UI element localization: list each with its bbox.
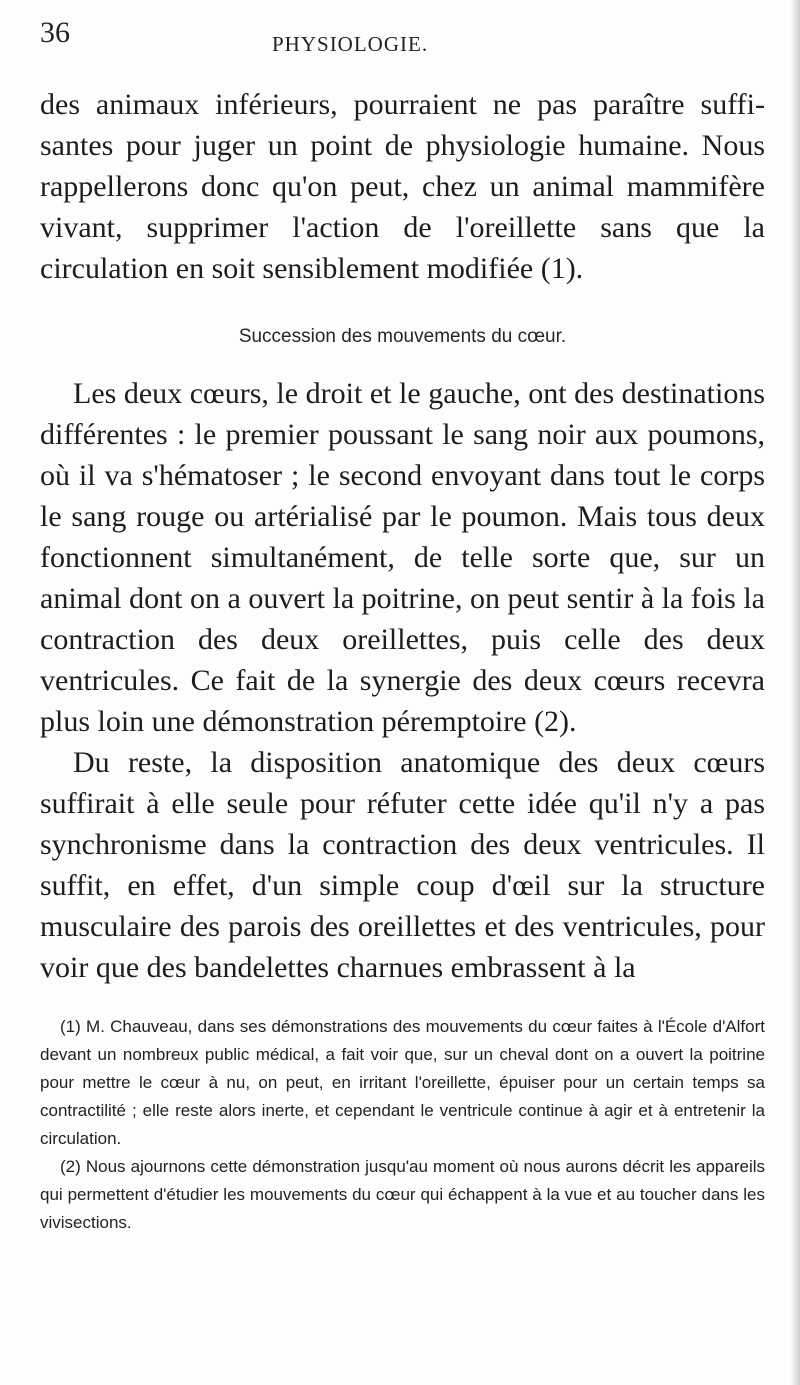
page-edge-shadow: [790, 0, 800, 1385]
footnotes: [40, 1013, 765, 1237]
page-number: 36: [40, 16, 70, 49]
section-heading: Succession des mouvements du cœur.: [238, 326, 567, 347]
main-text: [40, 84, 765, 988]
paragraph-continuation: des animaux inférieurs, pourraient ne pas paraître suffisantes pour juger un point de physiologie humaine. Nous rappellerons donc qu'on peut, chez un animal mammifère vivant, supprimer l'action de l'oreillette sans que la circulation en soit sensiblement modifiée (1).: [40, 88, 765, 285]
paragraph-disposition: Du reste, la disposition anatomique des deux cœurs suffirait à elle seule pour réfuter cette idée qu'il n'y a pas synchronisme dans la contraction des deux ventricules. Il suffit, en effet, d'un simple coup d'œil sur la structure musculaire des parois des oreillettes et des ventricules, pour voir que des bandelettes charnues embrassent à la: [40, 746, 765, 984]
footnote-2: (2) Nous ajournons cette démonstration jusqu'au moment où nous aurons décrit les appareils qui permettent d'étudier les mouvements du cœur qui échappent à la vue et au toucher dans les vivisections.: [40, 1157, 765, 1232]
running-head: PHYSIOLOGIE.: [272, 32, 429, 56]
page-header: [40, 16, 760, 56]
paragraph-succession: Les deux cœurs, le droit et le gauche, ont des destinations différentes : le premier poussant le sang noir aux poumons, où il va s'hématoser ; le second envoyant dans tout le corps le sang rouge ou artérialisé par le poumon. Mais tous deux fonctionnent simultanément, de telle sorte que, sur un animal dont on a ouvert la poitrine, on peut sentir à la fois la contraction des deux oreillettes, puis celle des deux ventricules. Ce fait de la synergie des deux cœurs recevra plus loin une démonstration péremptoire (2).: [40, 377, 765, 738]
footnote-1: (1) M. Chauveau, dans ses démonstrations des mouvements du cœur faites à l'École d'Alfort devant un nombreux public médical, a fait voir que, sur un cheval dont on a ouvert la poitrine pour mettre le cœur à nu, on peut, en irritant l'oreillette, épuiser pour un certain temps sa contractilité ; elle reste alors inerte, et cependant le ventricule continue à agir et à entretenir la circulation.: [40, 1017, 765, 1148]
